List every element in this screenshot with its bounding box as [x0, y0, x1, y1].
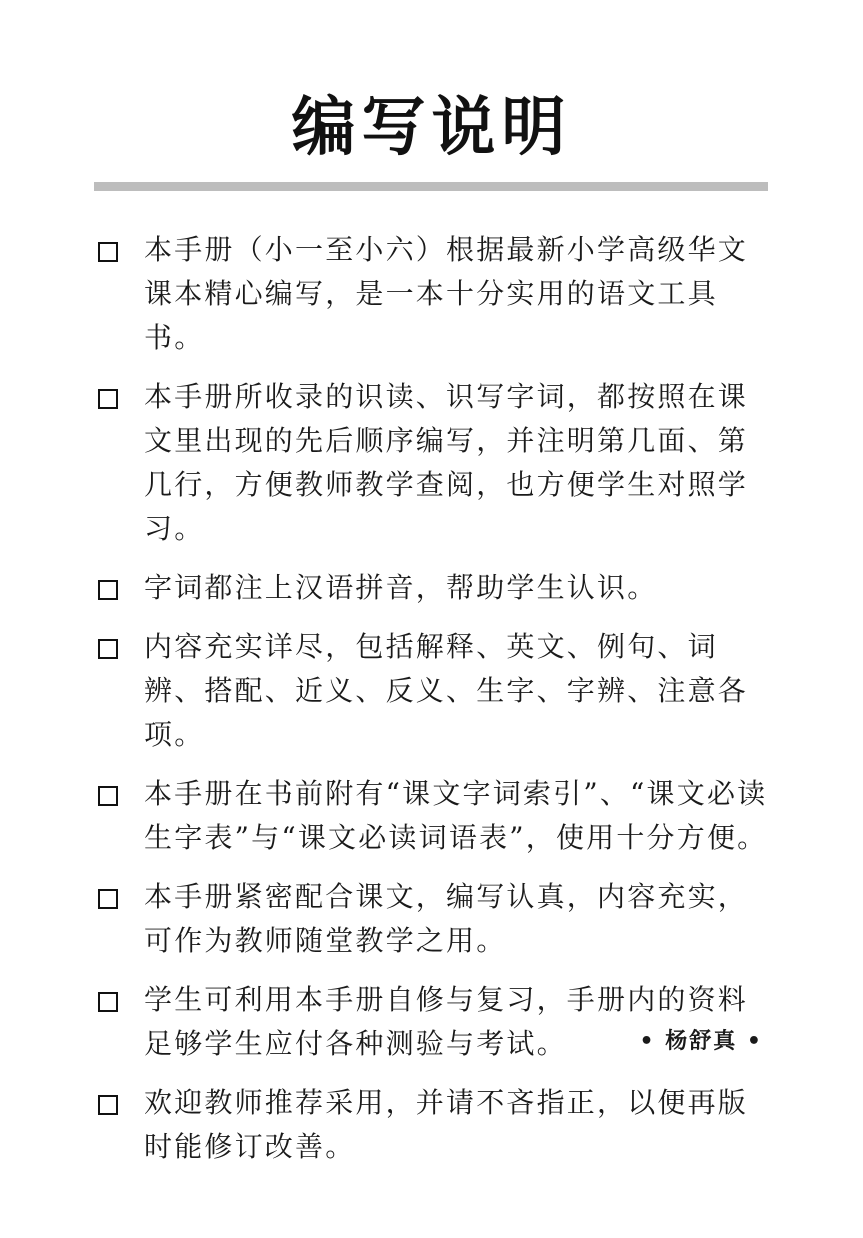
checkbox-icon: [98, 389, 118, 409]
list-item: [94, 625, 774, 757]
list-item-text: 学生可利用本手册自修与复习，手册内的资料足够学生应付各种测验与考试。: [144, 983, 749, 1060]
checkbox-icon: [98, 786, 118, 806]
checkbox-icon: [98, 1095, 118, 1115]
page-title: 编写说明: [291, 91, 572, 165]
list-item-text: 本手册（小一至小六）根据最新小学高级华文课本精心编写，是一本十分实用的语文工具书。: [144, 233, 749, 354]
checkbox-icon: [98, 639, 118, 659]
list-item: [94, 228, 774, 360]
list-item-text: 本手册在书前附有“课文字词索引”、“课文必读生字表”与“课文必读词语表”，使用十分方便。: [144, 777, 768, 854]
title-divider: [94, 182, 768, 191]
checkbox-icon: [98, 580, 118, 600]
list-item: [94, 772, 774, 860]
list-item: [94, 875, 774, 963]
checkbox-icon: [98, 242, 118, 262]
list-item-text: 本手册所收录的识读、识写字词，都按照在课文里出现的先后顺序编写，并注明第几面、第几行，方便教师教学查阅，也方便学生对照学习。: [144, 380, 749, 545]
checkbox-icon: [98, 992, 118, 1012]
list-item-text: 内容充实详尽，包括解释、英文、例句、词辨、搭配、近义、反义、生字、字辨、注意各项。: [144, 630, 749, 751]
checkbox-icon: [98, 889, 118, 909]
author-signature: • 杨舒真 •: [639, 1029, 763, 1054]
list-item-text: 本手册紧密配合课文，编写认真，内容充实，可作为教师随堂教学之用。: [144, 880, 749, 957]
list-item: [94, 375, 774, 551]
list-item-text: 字词都注上汉语拼音，帮助学生认识。: [144, 571, 658, 604]
list-item: [94, 1081, 774, 1169]
list-item: [94, 566, 774, 610]
list-item-text: 欢迎教师推荐采用，并请不吝指正，以便再版时能修订改善。: [144, 1086, 749, 1163]
